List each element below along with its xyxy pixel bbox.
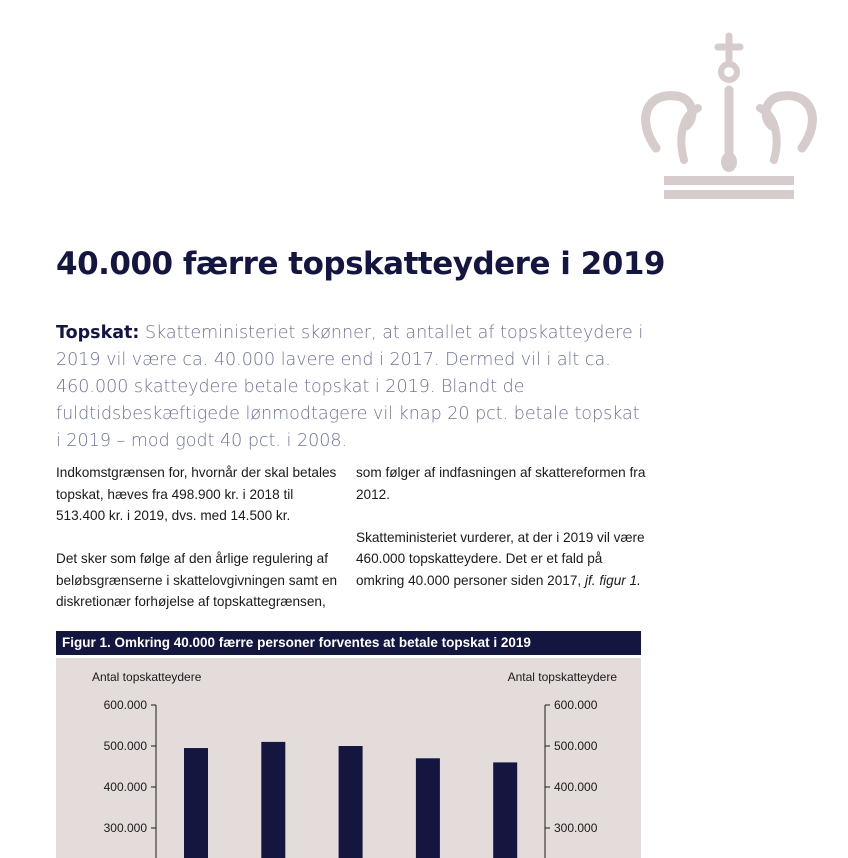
lead-label: Topskat: [56, 323, 140, 343]
y-axis-label-right: Antal topskatteydere [507, 670, 617, 684]
crown-logo [636, 30, 822, 202]
y-axis-label-left: Antal topskatteydere [92, 670, 202, 684]
y-tick-label-left: 600.000 [103, 698, 147, 712]
y-tick-label-left: 300.000 [103, 821, 147, 835]
y-tick-label-right: 600.000 [554, 698, 598, 712]
bar-chart [56, 658, 641, 858]
y-tick-label-left: 500.000 [103, 739, 147, 753]
body-paragraph: som følger af indfasningen af skattereformen fra 2012. [356, 465, 646, 502]
y-tick-label-right: 300.000 [554, 821, 598, 835]
body-paragraph: Det sker som følge af den årlige regulering af beløbsgrænserne i skattelovgivningen samt en diskretionær forhøjelse af topskattegrænsen, [56, 551, 338, 609]
lead-text: Skatteministeriet skønner, at antallet af topskatteydere i 2019 vil være ca. 40.000 lavere end i 2017. Dermed vil i alt ca. 460.000 skatteydere betale topskat i 2019. Blandt de fuldtidsbeskæftigede lønmodtagere vil knap 20 pct. betale topskat i 2019 – mod godt 40 pct. i 2008. [56, 323, 644, 451]
chart-bar [339, 746, 363, 858]
page-title: 40.000 færre topskatteydere i 2019 [56, 246, 665, 282]
figure-header: Figur 1. Omkring 40.000 færre personer forventes at betale topskat i 2019 [56, 631, 641, 655]
body-text: Skatteministeriet vurderer, at der i 2019 vil være 460.000 topskatteydere. Det er et fald på omkring 40.000 personer siden 2017, [356, 529, 645, 588]
chart-bar [493, 762, 517, 858]
lead-paragraph [56, 320, 646, 455]
body-paragraph: Indkomstgrænsen for, hvornår der skal betales topskat, hæves fra 498.900 kr. i 2018 til 513.400 kr. i 2019, dvs. med 14.500 kr. [56, 465, 337, 523]
chart-bar [184, 748, 208, 858]
y-tick-label-left: 400.000 [103, 780, 147, 794]
body-column-right [356, 462, 646, 613]
body-column-left [56, 462, 346, 634]
figure-body [56, 658, 641, 858]
chart-bar [261, 742, 285, 858]
figure-reference: jf. figur 1. [584, 572, 641, 588]
chart-bar [416, 758, 440, 858]
y-tick-label-right: 500.000 [554, 739, 598, 753]
body-paragraph [356, 527, 646, 592]
y-tick-label-right: 400.000 [554, 780, 598, 794]
